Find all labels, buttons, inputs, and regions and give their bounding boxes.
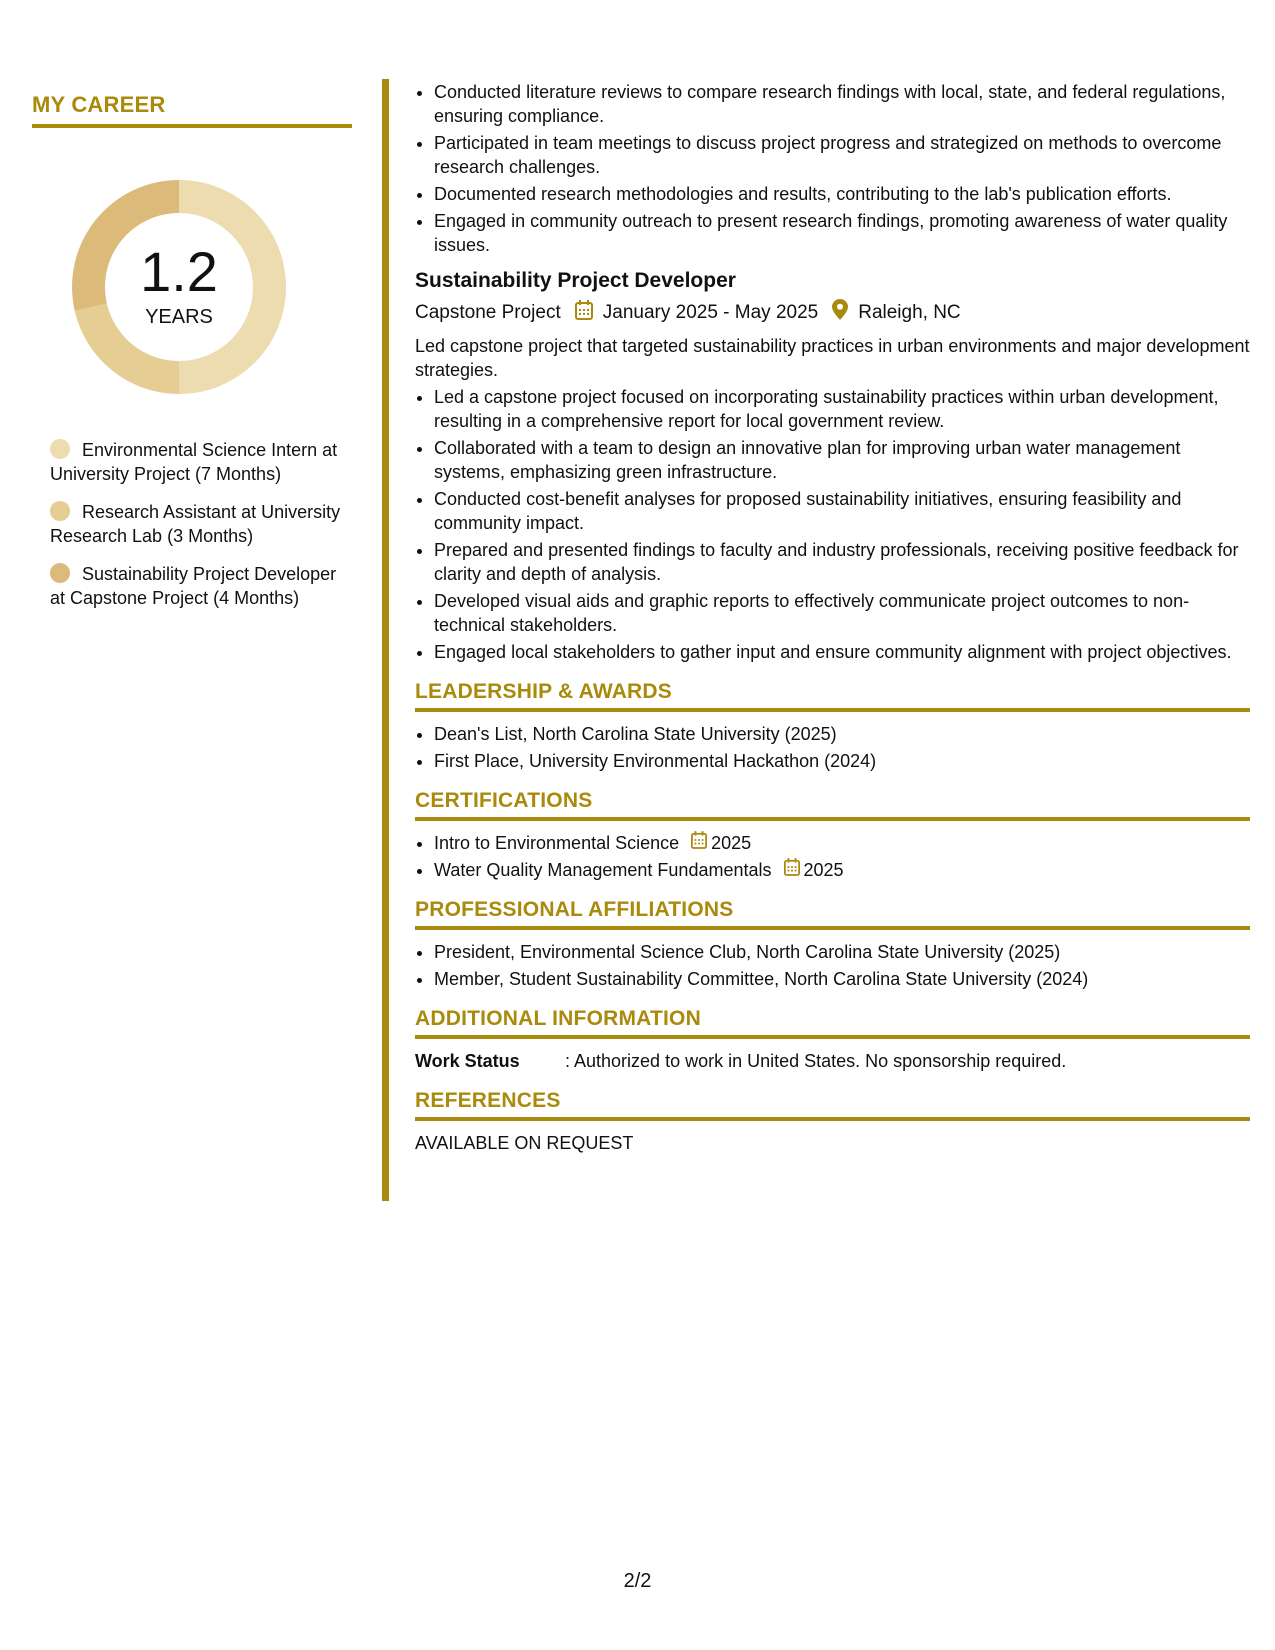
additional-info-heading: ADDITIONAL INFORMATION: [415, 1007, 1250, 1039]
legend-label: Research Assistant at University Research Lab (3 Months): [50, 502, 341, 546]
calendar-icon: [575, 300, 593, 326]
list-item: • Member, Student Sustainability Committee, North Carolina State University (2024): [434, 967, 1250, 991]
list-item: • Engaged in community outreach to present research findings, promoting awareness of water quality issues.: [434, 209, 1250, 257]
career-donut-chart: [64, 172, 294, 402]
legend-dot: [50, 439, 70, 459]
certifications-heading: CERTIFICATIONS: [415, 789, 1250, 821]
leadership-list: [415, 722, 1250, 773]
legend-label: Sustainability Project Developer at Capstone Project (4 Months): [50, 564, 337, 608]
job-dates: January 2025 - May 2025: [602, 301, 819, 323]
legend-item: [50, 438, 345, 486]
affiliations-list: [415, 940, 1250, 991]
main-content: [415, 80, 1250, 1155]
job-meta: [415, 299, 1250, 326]
column-divider: [382, 79, 389, 1201]
work-status-label: Work Status: [415, 1051, 520, 1071]
legend-item: [50, 500, 345, 548]
work-status-value: : Authorized to work in United States. No sponsorship required.: [565, 1051, 1067, 1071]
career-legend: [50, 438, 345, 610]
list-item: [434, 831, 1250, 855]
cert-year: 2025: [711, 833, 752, 853]
career-sidebar: [32, 92, 352, 624]
list-item: • First Place, University Environmental Hackathon (2024): [434, 749, 1250, 773]
cert-year: 2025: [803, 860, 844, 880]
career-total-value: 1.2: [140, 240, 218, 303]
previous-job-bullets: [415, 80, 1250, 257]
calendar-icon: [784, 858, 800, 882]
list-item: • Participated in team meetings to discuss project progress and strategized on methods to overcome research challenges.: [434, 131, 1250, 179]
job-summary: Led capstone project that targeted sustainability practices in urban environments and major development strategies.: [415, 336, 1250, 380]
cert-name: • Intro to Environmental Science: [434, 833, 680, 853]
calendar-icon: [691, 831, 707, 855]
career-heading: MY CAREER: [32, 92, 352, 128]
list-item: • President, Environmental Science Club, North Carolina State University (2025): [434, 940, 1250, 964]
list-item: • Prepared and presented findings to faculty and industry professionals, receiving positive feedback for clarity and depth of analysis.: [434, 538, 1250, 586]
list-item: • Dean's List, North Carolina State University (2025): [434, 722, 1250, 746]
references-text: AVAILABLE ON REQUEST: [415, 1133, 634, 1153]
leadership-heading: LEADERSHIP & AWARDS: [415, 680, 1250, 712]
affiliations-heading: PROFESSIONAL AFFILIATIONS: [415, 898, 1250, 930]
career-total-unit: YEARS: [145, 306, 213, 328]
list-item: • Conducted literature reviews to compare research findings with local, state, and federal regulations, ensuring compliance.: [434, 80, 1250, 128]
list-item: • Collaborated with a team to design an innovative plan for improving urban water management systems, emphasizing green infrastructure.: [434, 436, 1250, 484]
references-heading: REFERENCES: [415, 1089, 1250, 1121]
legend-item: [50, 562, 345, 610]
page-number: 2/2: [623, 1570, 652, 1592]
legend-dot: [50, 501, 70, 521]
job-location: Raleigh, NC: [858, 301, 961, 323]
legend-dot: [50, 563, 70, 583]
donut-center: [64, 172, 294, 402]
list-item: • Led a capstone project focused on incorporating sustainability practices within urban development, resulting in a comprehensive report for local government review.: [434, 385, 1250, 433]
legend-label: Environmental Science Intern at University Project (7 Months): [50, 440, 338, 484]
cert-name: • Water Quality Management Fundamentals: [434, 860, 772, 880]
job-title: Sustainability Project Developer: [415, 269, 736, 292]
certifications-list: [415, 831, 1250, 882]
list-item: • Developed visual aids and graphic reports to effectively communicate project outcomes to non-technical stakeholders.: [434, 589, 1250, 637]
work-status-row: [415, 1049, 1250, 1073]
job-bullets: [415, 385, 1250, 664]
map-pin-icon: [832, 299, 848, 326]
job-company: Capstone Project: [415, 301, 561, 323]
list-item: • Engaged local stakeholders to gather input and ensure community alignment with project objectives.: [434, 640, 1250, 664]
list-item: [434, 858, 1250, 882]
list-item: • Documented research methodologies and results, contributing to the lab's publication efforts.: [434, 182, 1250, 206]
list-item: • Conducted cost-benefit analyses for proposed sustainability initiatives, ensuring feasibility and community impact.: [434, 487, 1250, 535]
